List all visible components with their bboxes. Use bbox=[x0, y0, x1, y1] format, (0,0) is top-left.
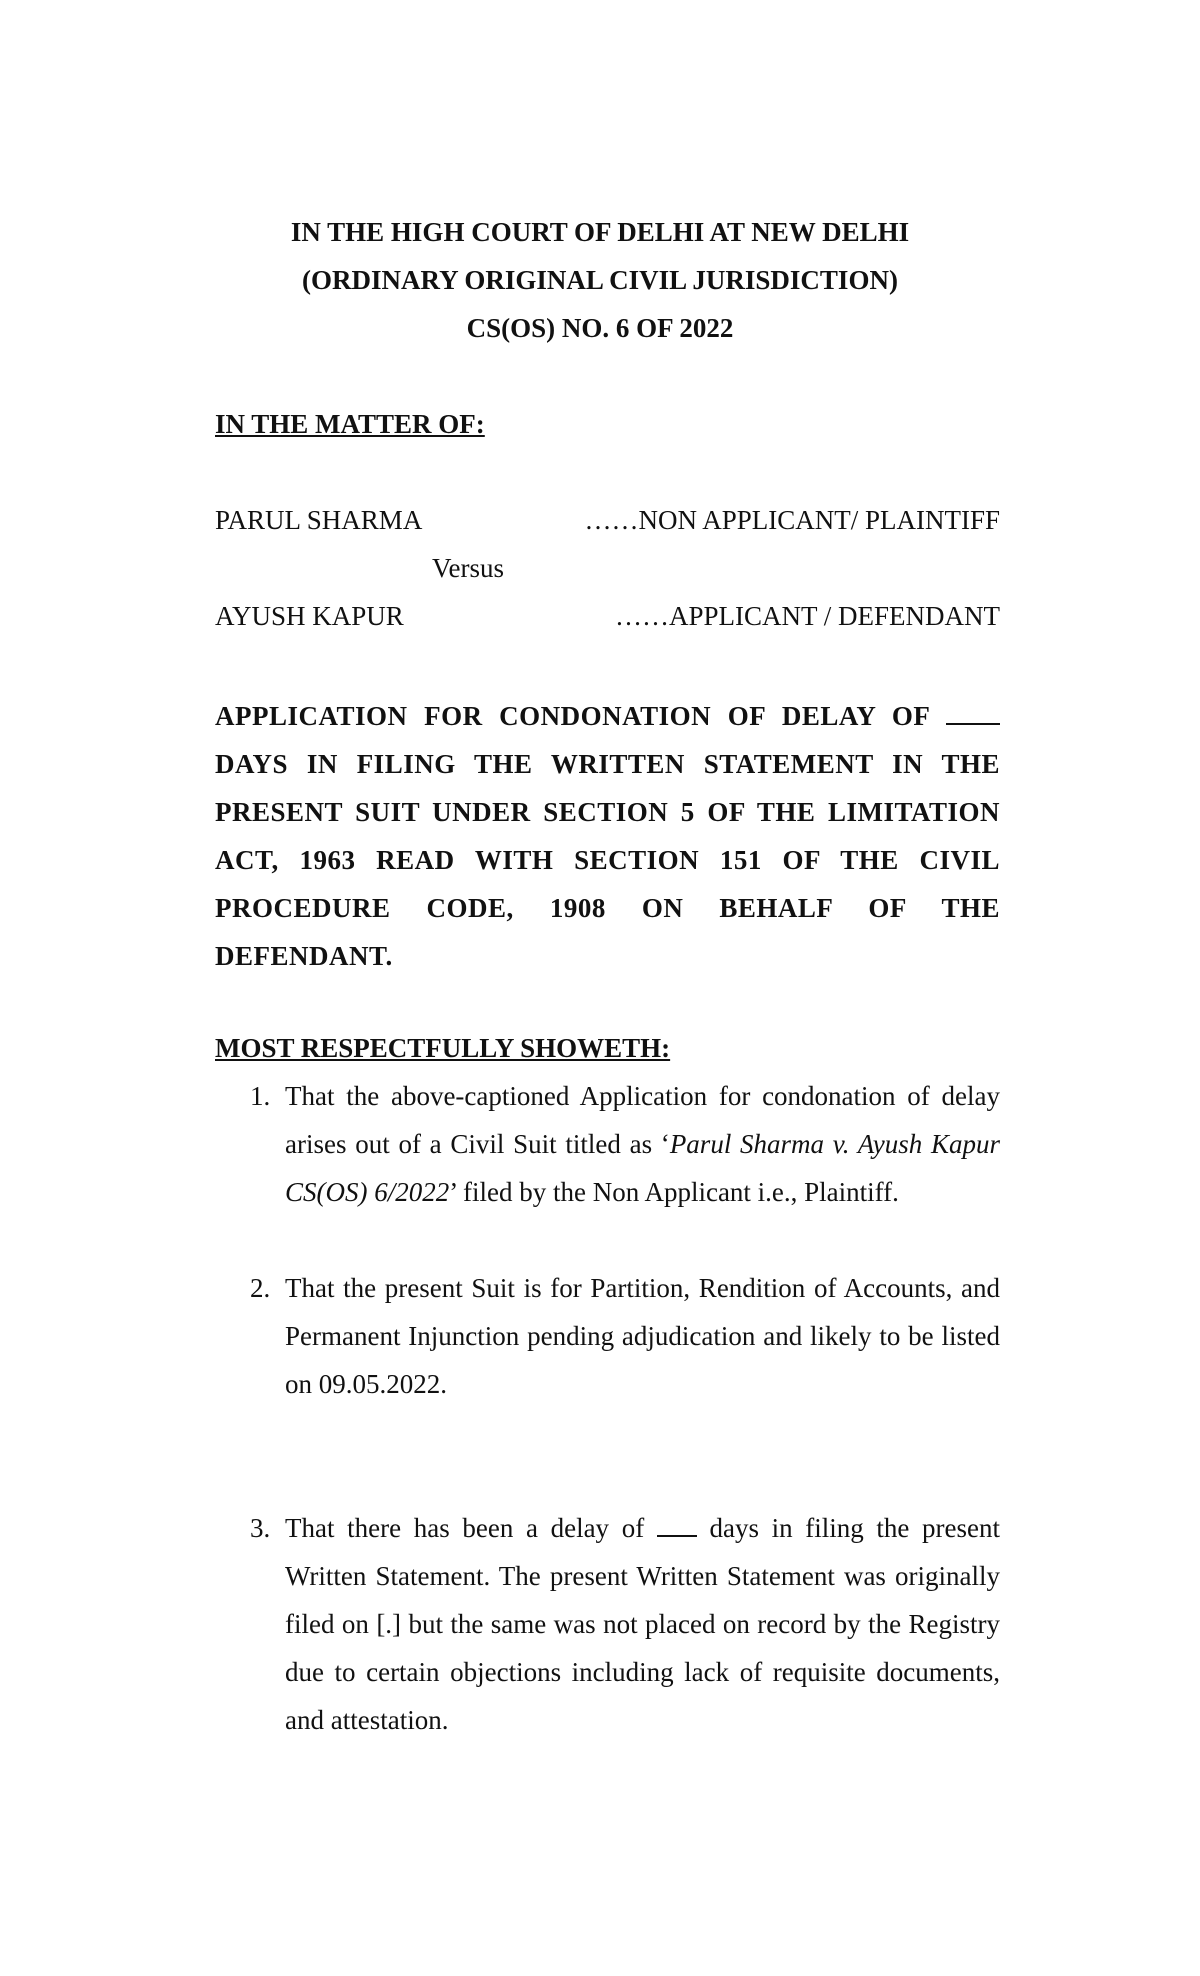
application-title-line: PROCEDURE CODE, 1908 ON BEHALF OF THE bbox=[215, 893, 1000, 923]
paragraph-1 bbox=[215, 1072, 1000, 1216]
defendant-role: ……APPLICANT / DEFENDANT bbox=[614, 601, 1000, 631]
matter-label: IN THE MATTER OF: bbox=[215, 409, 485, 439]
paragraph-text: That the above-captioned Application for condonation of delay arises out of a Civil Suit titled as ‘Parul Sharma v. Ayush Kapur CS(OS) 6/2022’ filed by the Non Applicant i.e., Plaintiff. bbox=[285, 1081, 1000, 1207]
application-title-line: APPLICATION FOR CONDONATION OF DELAY OF bbox=[215, 692, 1000, 740]
application-title bbox=[215, 692, 1000, 980]
paragraph-number: 1. bbox=[250, 1081, 271, 1111]
paragraph-text: That the present Suit is for Partition, Rendition of Accounts, and Permanent Injunction pending adjudication and likely to be listed on 09.05.2022. bbox=[285, 1273, 1000, 1399]
paragraph-number: 2. bbox=[250, 1273, 271, 1303]
jurisdiction-heading: (ORDINARY ORIGINAL CIVIL JURISDICTION) bbox=[302, 265, 898, 295]
delay-days-blank bbox=[657, 1513, 697, 1537]
case-title-italic: Parul Sharma v. Ayush Kapur CS(OS) 6/2022 bbox=[285, 1129, 1000, 1207]
case-number: CS(OS) NO. 6 OF 2022 bbox=[466, 313, 734, 343]
delay-days-blank bbox=[946, 701, 1000, 725]
showeth-label: MOST RESPECTFULLY SHOWETH: bbox=[215, 1033, 671, 1063]
plaintiff-name: PARUL SHARMA bbox=[215, 505, 423, 535]
application-title-line: DEFENDANT. bbox=[215, 941, 393, 971]
application-title-line: DAYS IN FILING THE WRITTEN STATEMENT IN THE bbox=[215, 749, 1000, 779]
paragraph-text: That there has been a delay of days in filing the present Written Statement. The present Written Statement was originally filed on [.] but the same was not placed on record by the Registry due to certain objections including lack of requisite documents, and attestation. bbox=[285, 1513, 1001, 1735]
paragraph-2 bbox=[215, 1264, 1000, 1408]
defendant-name: AYUSH KAPUR bbox=[215, 601, 404, 631]
versus-label: Versus bbox=[432, 553, 504, 583]
application-title-line: ACT, 1963 READ WITH SECTION 151 OF THE CIVIL bbox=[215, 845, 1000, 875]
court-heading: IN THE HIGH COURT OF DELHI AT NEW DELHI bbox=[290, 217, 910, 247]
application-title-line: PRESENT SUIT UNDER SECTION 5 OF THE LIMITATION bbox=[215, 797, 1000, 827]
plaintiff-role: ……NON APPLICANT/ PLAINTIFF bbox=[584, 505, 1000, 535]
paragraph-3 bbox=[215, 1504, 1000, 1744]
paragraph-number: 3. bbox=[250, 1513, 271, 1543]
